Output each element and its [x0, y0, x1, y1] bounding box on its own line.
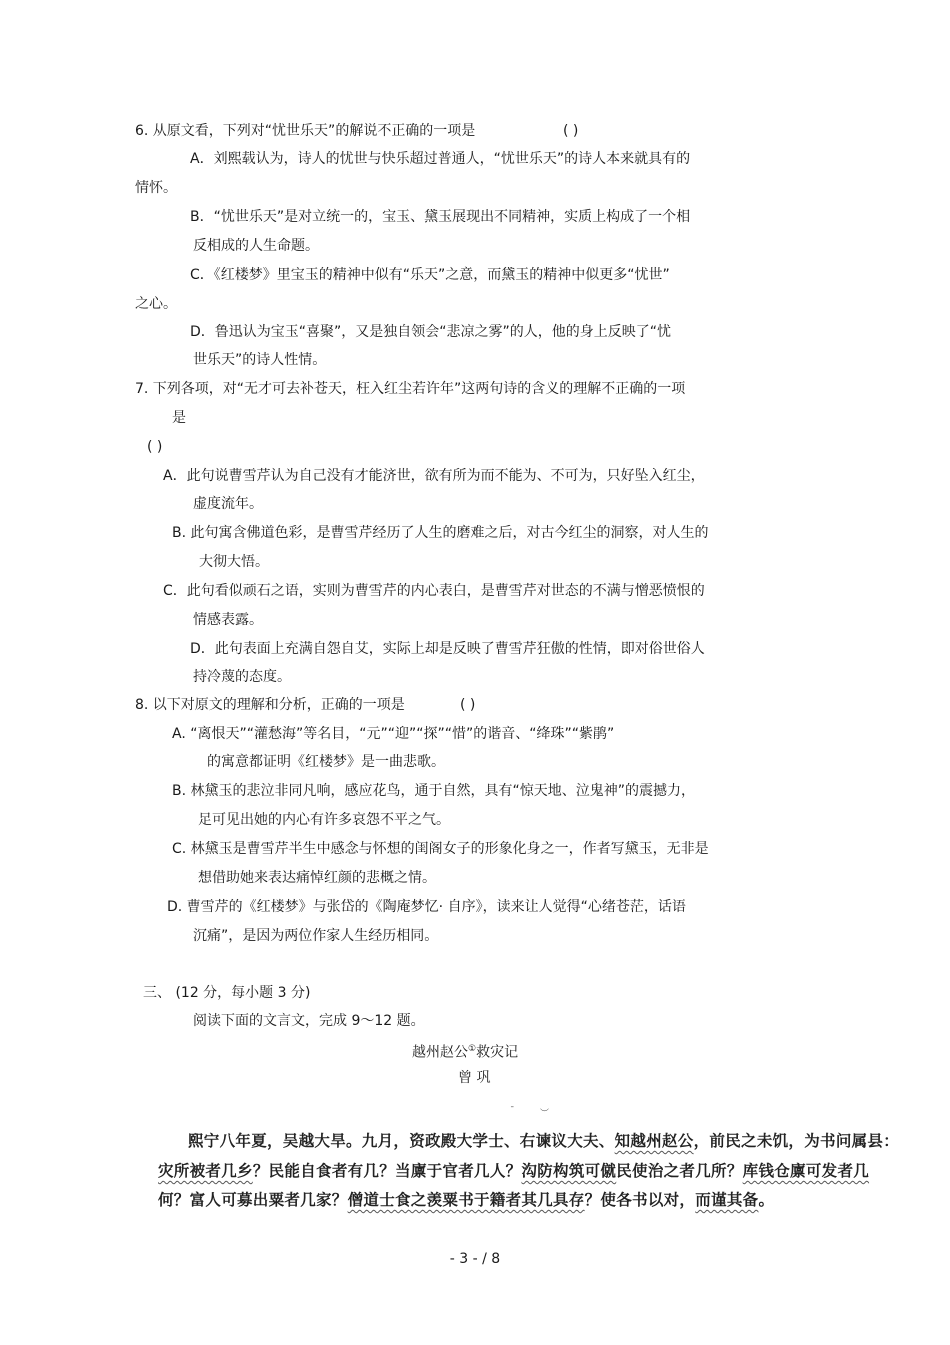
q6-option-b: B．“忧世乐天”是对立统一的，宝玉、黛玉展现出不同精神，实质上构成了一个相 — [190, 209, 691, 225]
passage-line-2: 灾所被者几乡？民能自食者有几？当廪于官者几人？沟防构筑可僦民使治之者几所？库钱仓廪可发者几 — [158, 1161, 870, 1180]
q7-option-d: D．此句表面上充满自怨自艾，实际上却是反映了曹雪芹狂傲的性情，即对俗世俗人 — [190, 641, 705, 657]
section-instruction: 阅读下面的文言文，完成 9～12 题。 — [193, 1013, 425, 1029]
q8-option-c-cont: 想借助她来表达痛悼红颜的悲概之情。 — [198, 870, 436, 886]
scan-mark: ︶ — [540, 1109, 550, 1119]
q6-option-a-cont: 情怀。 — [135, 180, 177, 196]
q7-option-b-cont: 大彻大悟。 — [199, 554, 269, 570]
q8-stem: 8. 以下对原文的理解和分析，正确的一项是 — [135, 697, 405, 713]
q7-option-b: B. 此句寓含佛道色彩，是曹雪芹经历了人生的磨难之后，对古今红尘的洞察，对人生的 — [172, 525, 709, 541]
q8-option-d-cont: 沉痛”，是因为两位作家人生经历相同。 — [193, 928, 439, 944]
q8-option-b: B. 林黛玉的悲泣非同凡响，感应花鸟，通于自然，具有“惊天地、泣鬼神”的震撼力， — [172, 783, 696, 799]
q6-option-c-cont: 之心。 — [135, 296, 177, 312]
q6-stem: 6. 从原文看，下列对“忧世乐天”的解说不正确的一项是 — [135, 123, 476, 139]
q8-option-c: C. 林黛玉是曹雪芹半生中感念与怀想的闺阁女子的形象化身之一，作者写黛玉，无非是 — [172, 841, 709, 857]
passage-title: 越州赵公①救灾记 — [412, 1044, 519, 1061]
q6-option-b-cont: 反相成的人生命题。 — [193, 238, 319, 254]
page-number: - 3 - / 8 — [449, 1251, 501, 1267]
q6-option-c: C．《红楼梦》里宝玉的精神中似有“乐天”之意，而黛玉的精神中似更多“忧世” — [190, 267, 670, 283]
q8-option-d: D. 曹雪芹的《红楼梦》与张岱的《陶庵梦忆· 自序》，读来让人觉得“心绪苍茫，话语 — [167, 899, 686, 915]
footnote-marker: ① — [468, 1044, 477, 1054]
q7-option-a: A．此句说曹雪芹认为自己没有才能济世，欲有所为而不能为、不可为，只好坠入红尘， — [163, 468, 705, 484]
scan-mark: ˉ — [510, 1106, 515, 1116]
q8-option-b-cont: 足可见出她的内心有许多哀怨不平之气。 — [198, 812, 450, 828]
q8-answer-paren: ( ) — [460, 697, 476, 713]
q6-option-a: A．刘熙载认为，诗人的忧世与快乐超过普通人，“忧世乐天”的诗人本来就具有的 — [190, 151, 691, 167]
q8-option-a-cont: 的寓意都证明《红楼梦》是一曲悲歌。 — [207, 754, 445, 770]
q6-answer-paren: ( ) — [563, 123, 579, 139]
q7-option-c-cont: 情感表露。 — [193, 612, 263, 628]
q7-stem-cont: 是 — [172, 410, 186, 426]
q7-stem: 7. 下列各项，对“无才可去补苍天，枉入红尘若许年”这两句诗的含义的理解不正确的一项 — [135, 381, 686, 397]
q7-answer-paren: ( ) — [147, 439, 163, 455]
q7-option-c: C．此句看似顽石之语，实则为曹雪芹的内心表白，是曹雪芹对世态的不满与憎恶愤恨的 — [163, 583, 705, 599]
section-heading: 三、 (12 分，每小题 3 分) — [143, 985, 311, 1001]
q6-option-d-cont: 世乐天”的诗人性情。 — [193, 352, 327, 368]
passage-line-1: 熙宁八年夏，吴越大旱。九月，资政殿大学士、右谏议大夫、知越州赵公，前民之未饥，为书问属县： — [188, 1131, 900, 1150]
q8-option-a: A. “离恨天”“灌愁海”等名目，“元”“迎”“探”“惜”的谐音、“绛珠”“紫鹃” — [172, 726, 615, 742]
q7-option-d-cont: 持冷蔑的态度。 — [193, 669, 291, 685]
q7-option-a-cont: 虚度流年。 — [193, 496, 263, 512]
passage-author: 曾 巩 — [458, 1070, 491, 1086]
q6-option-d: D．鲁迅认为宝玉“喜聚”，又是独自领会“悲凉之雾”的人，他的身上反映了“忧 — [190, 324, 672, 340]
passage-line-3: 何？富人可募出粟者几家？僧道士食之羡粟书于籍者其几具存？使各书以对，而谨其备。 — [158, 1190, 775, 1209]
